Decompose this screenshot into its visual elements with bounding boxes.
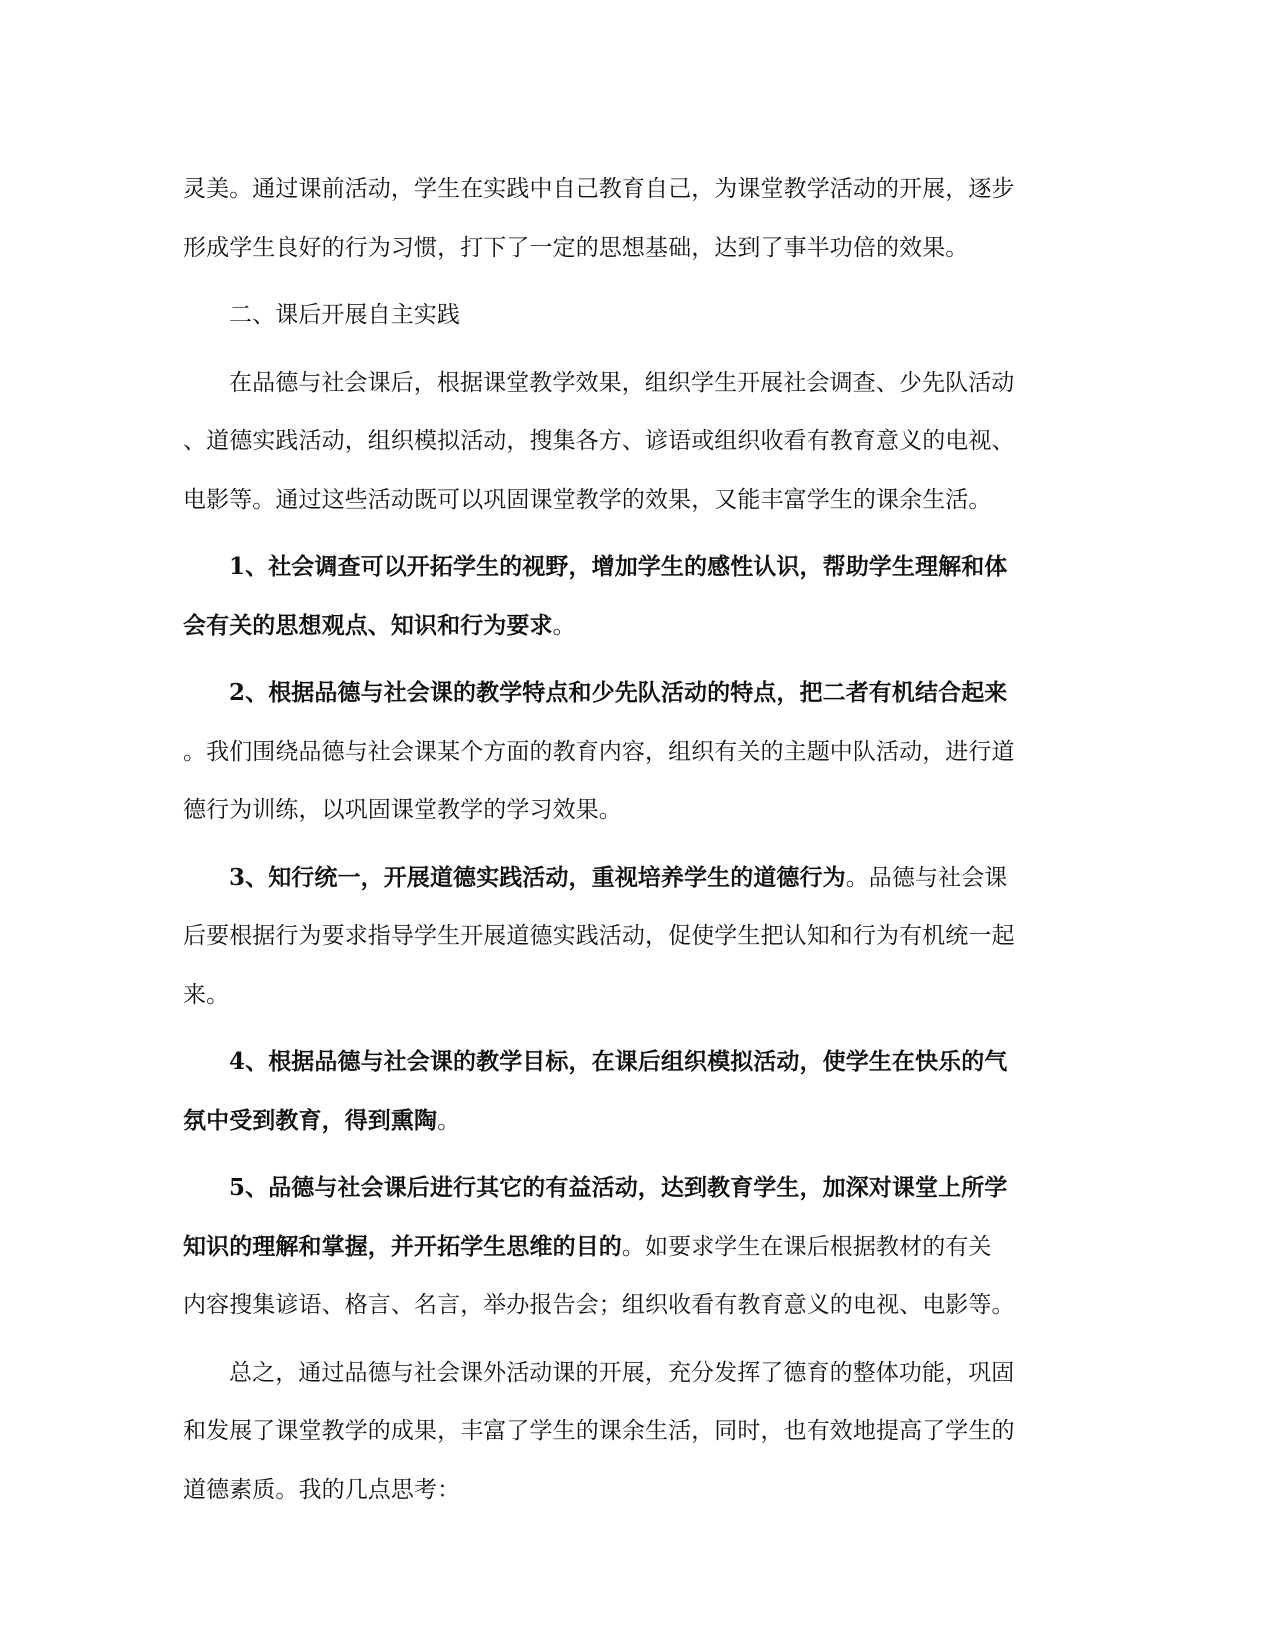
text-line: [183, 160, 1083, 219]
paragraph-gap: [183, 529, 1083, 538]
text-run: 内容搜集谚语、格言、名言，举办报告会；组织收看有教育意义的电视、电影等。: [183, 1292, 1015, 1318]
text-line: [183, 538, 1083, 597]
text-run: 灵美。通过课前活动，学生在实践中自己教育自己，为课堂教学活动的开展，逐步: [183, 176, 1015, 202]
text-line: [183, 471, 1083, 530]
text-line: [183, 1033, 1083, 1092]
paragraph-gap: [183, 655, 1083, 664]
text-line: [183, 1461, 1083, 1520]
text-run: 电影等。通过这些活动既可以巩固课堂教学的效果，又能丰富学生的课余生活。: [183, 486, 992, 513]
bold-run: 5、品德与社会课后进行其它的有益活动，达到教育学生，加深对课堂上所学: [229, 1174, 1008, 1201]
paragraph-gap: [183, 345, 1083, 354]
text-run: 道德素质。我的几点思考：: [183, 1476, 461, 1503]
text-run: 。我们围绕品德与社会课某个方面的教育内容，组织有关的主题中队活动，进行道: [183, 738, 1015, 765]
text-line: [183, 1344, 1083, 1403]
bold-run: 知识的理解和掌握，并开拓学生思维的目的: [183, 1232, 622, 1260]
text-line: [183, 723, 1083, 782]
bold-run: 4、根据品德与社会课的教学目标，在课后组织模拟活动，使学生在快乐的气: [229, 1048, 1008, 1075]
text-line: [183, 219, 1083, 278]
paragraph-gap: [183, 277, 1083, 286]
text-line: [183, 412, 1083, 471]
text-run: 和发展了课堂教学的成果，丰富了学生的课余生活，同时，也有效地提高了学生的: [183, 1418, 1015, 1444]
paragraph-gap: [183, 1150, 1083, 1159]
text-run: 在品德与社会课后，根据课堂教学效果，组织学生开展社会调查、少先队活动: [229, 369, 1015, 396]
text-run: 后要根据行为要求指导学生开展道德实践活动，促使学生把认知和行为有机统一起: [183, 923, 1015, 949]
text-line: [183, 597, 1083, 656]
text-run: 总之，通过品德与社会课外活动课的开展，充分发挥了德育的整体功能，巩固: [229, 1359, 1015, 1386]
text-run: 。如要求学生在课后根据教材的有关: [621, 1233, 992, 1260]
paragraph-gap: [183, 1024, 1083, 1033]
text-run: 二、课后开展自主实践: [229, 302, 460, 328]
bold-run: 会有关的思想观点、知识和行为要求: [183, 611, 553, 639]
text-line: [183, 849, 1083, 908]
text-run: 来。: [183, 981, 230, 1008]
text-run: 、道德实践活动，组织模拟活动，搜集各方、谚语或组织收看有教育意义的电视、: [183, 428, 1015, 454]
text-run: 德行为训练，以巩固课堂教学的学习效果。: [183, 797, 622, 823]
text-line: [183, 354, 1083, 413]
text-line: [183, 1159, 1083, 1218]
text-line: [183, 907, 1083, 966]
text-line: [183, 664, 1083, 723]
text-run: 形成学生良好的行为习惯，打下了一定的思想基础，达到了事半功倍的效果。: [183, 234, 969, 261]
paragraph-gap: [183, 840, 1083, 849]
text-line: [183, 966, 1083, 1025]
bold-run: 氛中受到教育，得到熏陶: [183, 1106, 438, 1134]
paragraph-gap: [183, 1335, 1083, 1344]
text-line: [183, 1218, 1083, 1277]
document-body: [183, 160, 1083, 1519]
bold-run: 1、社会调查可以开拓学生的视野，增加学生的感性认识，帮助学生理解和体: [229, 553, 1008, 580]
bold-run: 3、知行统一，开展道德实践活动，重视培养学生的道德行为: [229, 863, 846, 891]
section-heading: [183, 286, 1083, 345]
text-run: 。: [437, 1107, 461, 1134]
text-run: 。: [552, 612, 576, 639]
text-line: [183, 1276, 1083, 1335]
text-run: 。品德与社会课: [845, 864, 1008, 891]
bold-run: 2、根据品德与社会课的教学特点和少先队活动的特点，把二者有机结合起来: [229, 679, 1008, 706]
text-line: [183, 781, 1083, 840]
text-line: [183, 1092, 1083, 1151]
text-line: [183, 1402, 1083, 1461]
